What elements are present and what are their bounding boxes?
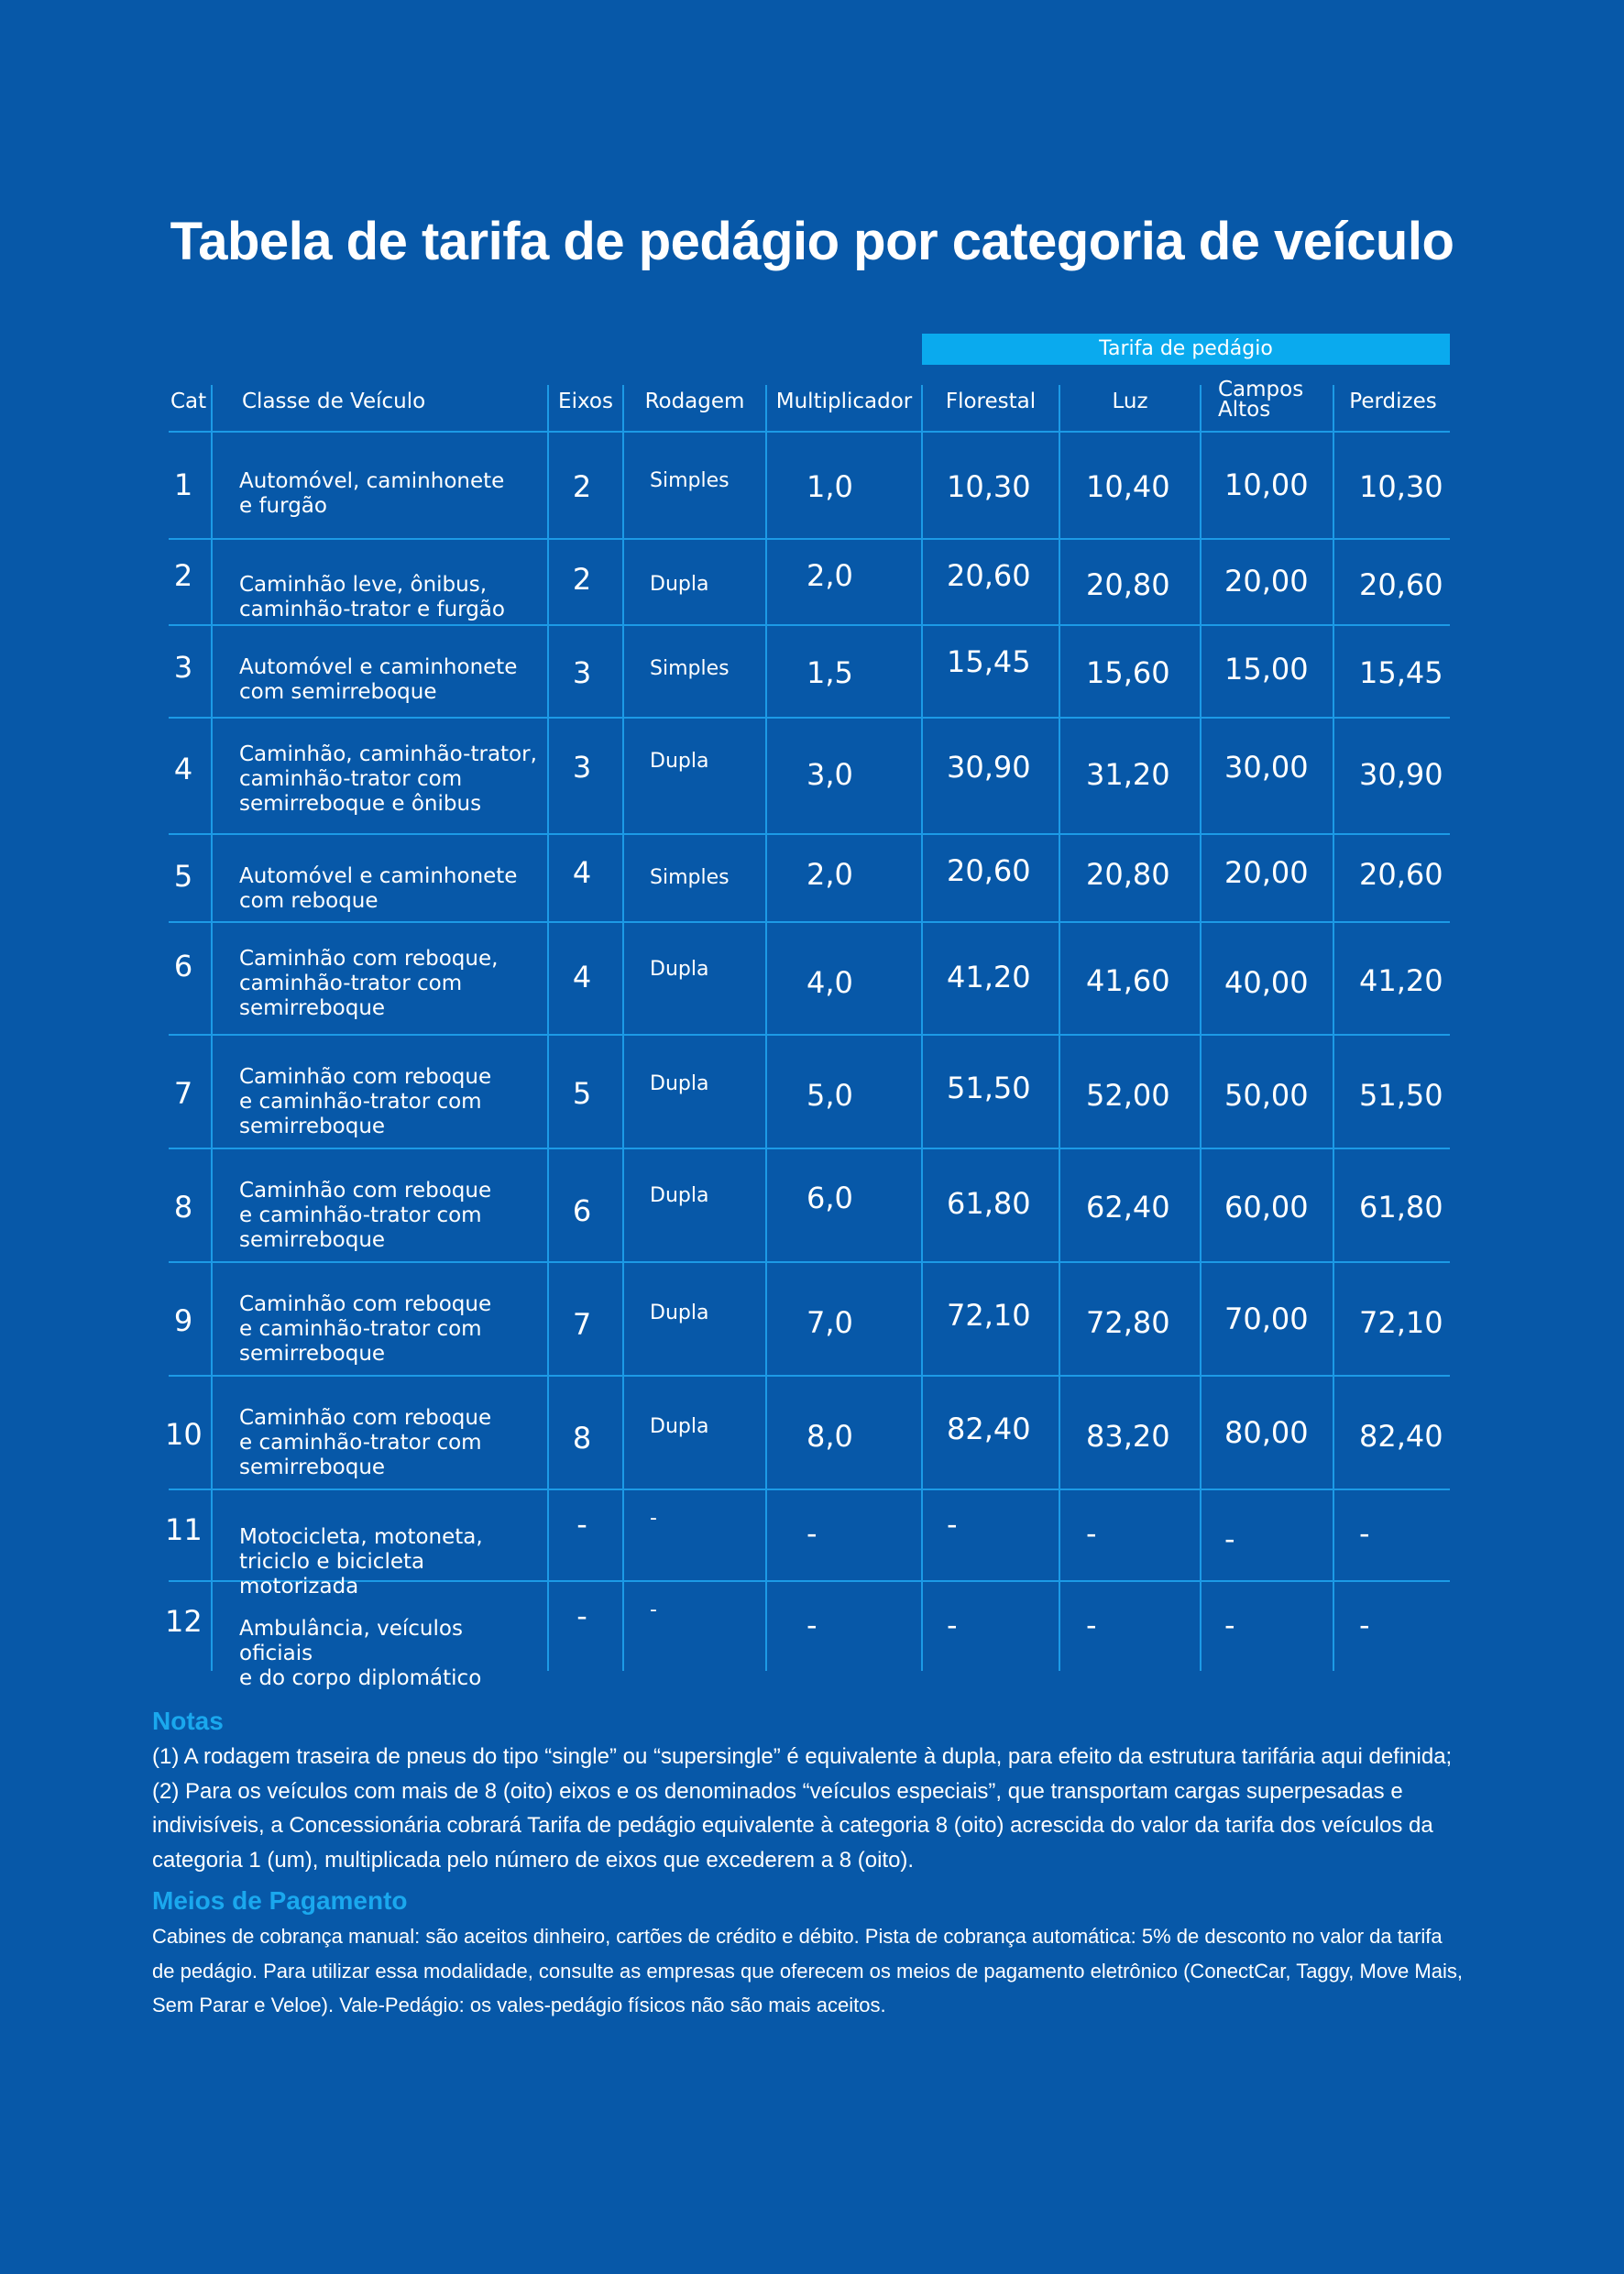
tariff-florestal: 61,80 — [947, 1186, 1031, 1221]
notes-text: (1) A rodagem traseira de pneus do tipo “single” ou “supersingle” é equivalente à dupla, para efeito da estrutura tarifária aqui definida; (2) Para os veículos com mais de 8 (oito) eixos e os denominados “veículos especiais”, que transportam cargas superpesadas e indivisíveis, a Concessionária cobrará Tarifa de pedágio equivalente à categoria 8 (oito) acrescida do valor da tarifa dos veículos da categoria 1 (um), multiplicada pelo número de eixos que excederem a 8 (oito). — [152, 1744, 1453, 1873]
tariff-campos-altos: - — [1224, 1521, 1235, 1556]
multiplier: - — [807, 1516, 817, 1551]
wheel-type: Dupla — [650, 573, 709, 596]
multiplier: 2,0 — [807, 857, 853, 892]
tariff-perdizes: 72,10 — [1359, 1305, 1443, 1340]
page-title: Tabela de tarifa de pedágio por categoria de veículo — [170, 212, 1454, 271]
multiplier: 3,0 — [807, 757, 853, 792]
tariff-florestal: 72,10 — [947, 1298, 1031, 1333]
tariff-florestal: 10,30 — [947, 469, 1031, 504]
column-divider — [1200, 385, 1202, 1671]
tariff-perdizes: 41,20 — [1359, 963, 1443, 998]
row-divider — [169, 717, 1450, 719]
multiplier: 6,0 — [807, 1181, 853, 1215]
tariff-florestal: 51,50 — [947, 1071, 1031, 1105]
axles-count: 8 — [572, 1421, 592, 1456]
row-divider — [169, 431, 1450, 433]
vehicle-class: Ambulância, veículos oficiais e do corpo diplomático — [239, 1617, 482, 1690]
wheel-type: Dupla — [650, 1072, 709, 1095]
tariff-perdizes: 20,60 — [1359, 857, 1443, 892]
tariff-campos-altos: 80,00 — [1224, 1415, 1309, 1450]
tariff-florestal: - — [947, 1608, 958, 1642]
tariff-campos-altos: 20,00 — [1224, 564, 1309, 599]
tariff-campos-altos: 40,00 — [1224, 965, 1309, 1000]
tariff-campos-altos: - — [1224, 1608, 1235, 1642]
vehicle-class: Caminhão com reboque e caminhão-trator com semirreboque — [239, 1292, 492, 1366]
cat-number: 5 — [173, 859, 193, 894]
column-divider — [1059, 385, 1060, 1671]
row-divider — [169, 1034, 1450, 1036]
axles-count: 2 — [572, 469, 592, 504]
tariff-florestal: 41,20 — [947, 960, 1031, 994]
column-divider — [1333, 385, 1334, 1671]
tariff-luz: 31,20 — [1086, 757, 1170, 792]
tariff-campos-altos: 50,00 — [1224, 1078, 1309, 1113]
tariff-florestal: - — [947, 1507, 958, 1542]
cat-number: 8 — [173, 1190, 193, 1225]
tariff-perdizes: 61,80 — [1359, 1190, 1443, 1225]
axles-count: - — [576, 1598, 587, 1633]
tariff-campos-altos: 60,00 — [1224, 1190, 1309, 1225]
tariff-florestal: 30,90 — [947, 750, 1031, 785]
vehicle-class: Automóvel e caminhonete com reboque — [239, 864, 518, 913]
column-divider — [211, 385, 213, 1671]
cat-number: 6 — [173, 949, 193, 983]
column-divider — [765, 385, 767, 1671]
tariff-perdizes: - — [1359, 1516, 1370, 1551]
tariff-campos-altos: 30,00 — [1224, 750, 1309, 785]
payment-text: Cabines de cobrança manual: são aceitos dinheiro, cartões de crédito e débito. Pista de cobrança automática: 5% de desconto no valor da tarifa de pedágio. Para utilizar essa modalidade, consulte as empresas que oferecem os meios de pagamento eletrônico (ConectCar, Taggy, Move Mais, Sem Parar e Veloe). Vale-Pedágio: os vales-pedágio físicos não são mais aceitos. — [152, 1925, 1463, 2016]
tariff-florestal: 82,40 — [947, 1412, 1031, 1446]
axles-count: 4 — [572, 855, 592, 890]
tariff-luz: 83,20 — [1086, 1419, 1170, 1454]
wheel-type: Dupla — [650, 750, 709, 773]
tariff-perdizes: 30,90 — [1359, 757, 1443, 792]
tarifa-header-banner: Tarifa de pedágio — [922, 334, 1450, 365]
cat-number: 11 — [165, 1512, 203, 1547]
vehicle-class: Automóvel, caminhonete e furgão — [239, 469, 505, 518]
col-header-multiplicador: Multiplicador — [775, 390, 913, 413]
wheel-type: - — [650, 1507, 657, 1530]
notes-title: Notas — [152, 1707, 224, 1735]
payment-title: Meios de Pagamento — [152, 1886, 408, 1915]
tariff-luz: - — [1086, 1608, 1097, 1642]
tariff-luz: 10,40 — [1086, 469, 1170, 504]
column-divider — [622, 385, 624, 1671]
vehicle-class: Motocicleta, motoneta, triciclo e bicicleta motorizada — [239, 1525, 483, 1598]
col-header-perdizes: Perdizes — [1349, 390, 1437, 413]
multiplier: 8,0 — [807, 1419, 853, 1454]
axles-count: - — [576, 1507, 587, 1542]
col-header-classe: Classe de Veículo — [242, 390, 426, 413]
col-header-eixos: Eixos — [558, 390, 613, 413]
wheel-type: Simples — [650, 657, 730, 680]
axles-count: 2 — [572, 562, 592, 597]
tariff-luz: 20,80 — [1086, 857, 1170, 892]
tariff-campos-altos: 10,00 — [1224, 467, 1309, 502]
tariff-luz: - — [1086, 1516, 1097, 1551]
wheel-type: Dupla — [650, 1184, 709, 1207]
tariff-perdizes: 15,45 — [1359, 655, 1443, 690]
tariff-perdizes: 82,40 — [1359, 1419, 1443, 1454]
multiplier: - — [807, 1608, 817, 1642]
axles-count: 7 — [572, 1307, 592, 1342]
wheel-type: Simples — [650, 866, 730, 889]
axles-count: 5 — [572, 1076, 592, 1111]
row-divider — [169, 921, 1450, 923]
tariff-perdizes: 10,30 — [1359, 469, 1443, 504]
column-divider — [921, 385, 923, 1671]
row-divider — [169, 1375, 1450, 1377]
wheel-type: Dupla — [650, 1415, 709, 1438]
vehicle-class: Caminhão com reboque e caminhão-trator com semirreboque — [239, 1065, 492, 1138]
tariff-perdizes: 51,50 — [1359, 1078, 1443, 1113]
tariff-perdizes: 20,60 — [1359, 567, 1443, 602]
vehicle-class: Caminhão, caminhão-trator, caminhão-trator com semirreboque e ônibus — [239, 742, 537, 816]
tariff-campos-altos: 15,00 — [1224, 652, 1309, 687]
multiplier: 4,0 — [807, 965, 853, 1000]
row-divider — [169, 833, 1450, 835]
axles-count: 3 — [572, 750, 592, 785]
row-divider — [169, 1148, 1450, 1149]
col-header-rodagem: Rodagem — [644, 390, 745, 413]
row-divider — [169, 624, 1450, 626]
tariff-florestal: 15,45 — [947, 644, 1031, 679]
cat-number: 10 — [165, 1417, 203, 1452]
col-header-florestal: Florestal — [945, 390, 1037, 413]
tariff-luz: 41,60 — [1086, 963, 1170, 998]
tariff-luz: 20,80 — [1086, 567, 1170, 602]
notes-section — [152, 1707, 1463, 2023]
vehicle-class: Caminhão com reboque e caminhão-trator com semirreboque — [239, 1406, 492, 1479]
axles-count: 4 — [572, 960, 592, 994]
multiplier: 1,0 — [807, 469, 853, 504]
vehicle-class: Automóvel e caminhonete com semirreboque — [239, 655, 518, 704]
tariff-perdizes: - — [1359, 1608, 1370, 1642]
wheel-type: - — [650, 1598, 657, 1621]
cat-number: 2 — [173, 558, 193, 593]
vehicle-class: Caminhão com reboque, caminhão-trator com semirreboque — [239, 947, 499, 1020]
tariff-luz: 62,40 — [1086, 1190, 1170, 1225]
multiplier: 1,5 — [807, 655, 853, 690]
wheel-type: Dupla — [650, 1302, 709, 1324]
tariff-campos-altos: 20,00 — [1224, 855, 1309, 890]
col-header-cat: Cat — [170, 390, 207, 413]
tariff-luz: 15,60 — [1086, 655, 1170, 690]
row-divider — [169, 538, 1450, 540]
tariff-florestal: 20,60 — [947, 558, 1031, 593]
vehicle-class: Caminhão com reboque e caminhão-trator com semirreboque — [239, 1179, 492, 1252]
wheel-type: Simples — [650, 469, 730, 492]
col-header-luz: Luz — [1112, 390, 1148, 413]
tariff-campos-altos: 70,00 — [1224, 1302, 1309, 1336]
cat-number: 12 — [165, 1604, 203, 1639]
cat-number: 7 — [173, 1076, 193, 1111]
row-divider — [169, 1261, 1450, 1263]
cat-number: 4 — [173, 752, 193, 786]
tariff-florestal: 20,60 — [947, 853, 1031, 888]
cat-number: 9 — [173, 1303, 193, 1338]
col-header-campos-altos: Campos Altos — [1218, 378, 1304, 422]
axles-count: 3 — [572, 655, 592, 690]
vehicle-class: Caminhão leve, ônibus, caminhão-trator e furgão — [239, 573, 505, 621]
cat-number: 1 — [173, 467, 193, 502]
wheel-type: Dupla — [650, 958, 709, 981]
multiplier: 7,0 — [807, 1305, 853, 1340]
tariff-luz: 52,00 — [1086, 1078, 1170, 1113]
multiplier: 2,0 — [807, 558, 853, 593]
tariff-luz: 72,80 — [1086, 1305, 1170, 1340]
multiplier: 5,0 — [807, 1078, 853, 1113]
cat-number: 3 — [173, 650, 193, 685]
row-divider — [169, 1489, 1450, 1490]
axles-count: 6 — [572, 1193, 592, 1228]
